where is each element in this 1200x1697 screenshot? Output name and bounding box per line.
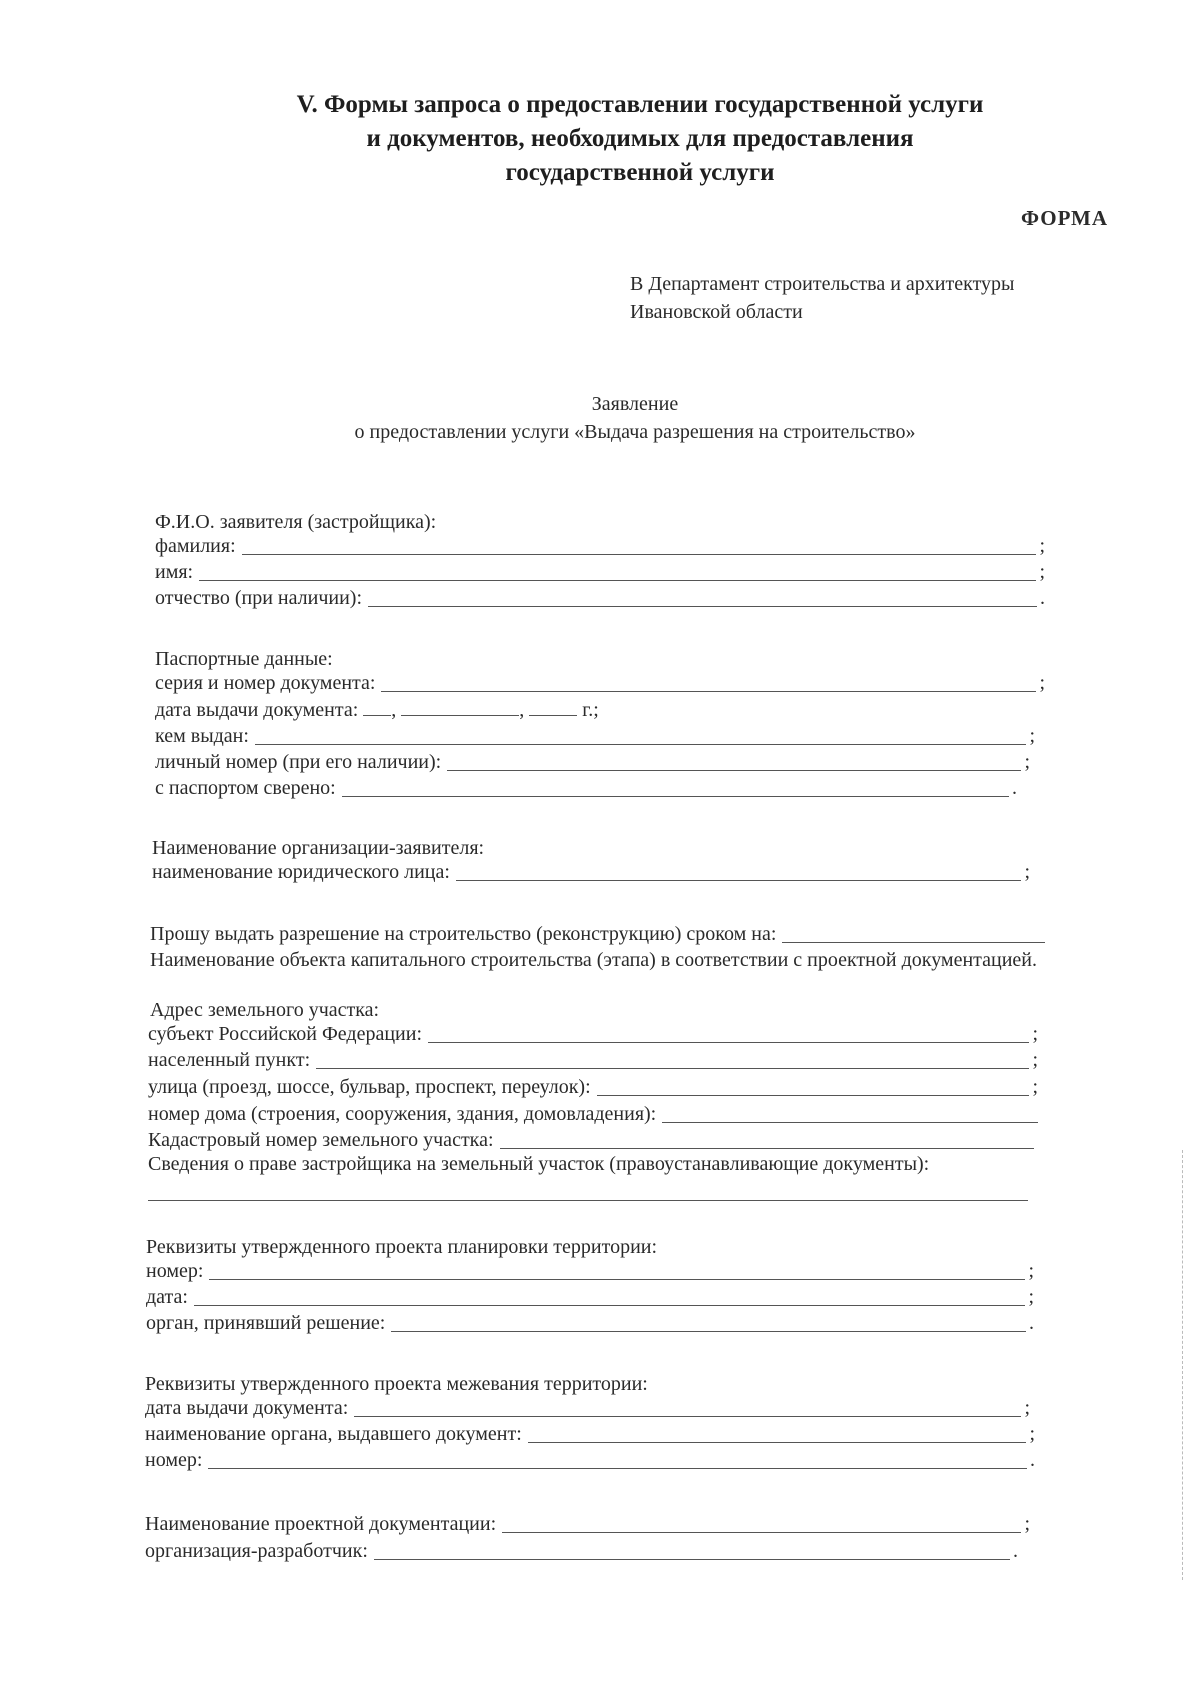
separator: .: [1012, 777, 1017, 799]
name-input-line[interactable]: [199, 562, 1036, 581]
surname-label: фамилия:: [155, 535, 236, 557]
verified-label: с паспортом сверено:: [155, 777, 336, 799]
rights-field[interactable]: [148, 1178, 1028, 1204]
surname-field[interactable]: [155, 532, 1045, 558]
passport-number-label: серия и номер документа:: [155, 672, 376, 694]
survey-date-label: дата выдачи документа:: [145, 1397, 349, 1419]
page-title: [230, 88, 1050, 190]
separator: ,: [519, 699, 525, 721]
survey-authority-field[interactable]: [145, 1420, 1035, 1446]
separator: ;: [1039, 561, 1045, 583]
legal-name-input-line[interactable]: [456, 862, 1022, 881]
house-field[interactable]: [148, 1100, 1038, 1126]
term-input-line[interactable]: [782, 924, 1045, 943]
name-field[interactable]: [155, 558, 1045, 584]
separator: ;: [1024, 861, 1030, 883]
form-label: ФОРМА: [1020, 206, 1108, 230]
passport-date-field[interactable]: [155, 697, 599, 722]
cadastral-input-line[interactable]: [500, 1130, 1034, 1149]
separator: ,: [391, 699, 397, 721]
separator: ;: [1024, 1513, 1030, 1535]
planning-number-input-line[interactable]: [209, 1261, 1025, 1280]
patronymic-label: отчество (при наличии):: [155, 587, 363, 609]
planning-number-field[interactable]: [146, 1257, 1034, 1283]
survey-number-field[interactable]: [145, 1446, 1035, 1472]
personal-number-label: личный номер (при его наличии):: [155, 751, 442, 773]
planning-date-input-line[interactable]: [194, 1287, 1025, 1306]
subject-label: субъект Российской Федерации:: [148, 1023, 423, 1045]
subject-field[interactable]: [148, 1020, 1038, 1046]
statement-heading: [250, 390, 1020, 446]
survey-authority-input-line[interactable]: [528, 1424, 1027, 1443]
patronymic-field[interactable]: [155, 584, 1045, 610]
name-label: имя:: [155, 561, 194, 583]
developer-label: организация-разработчик:: [145, 1540, 368, 1562]
survey-number-label: номер:: [145, 1449, 203, 1471]
house-label: номер дома (строения, сооружения, здания, домовладения):: [148, 1103, 657, 1125]
separator: ;: [1028, 1260, 1034, 1282]
organization-heading: Наименование организации-заявителя:: [152, 837, 485, 859]
title-line-3: государственной услуги: [505, 159, 775, 186]
separator: ;: [1032, 1076, 1038, 1098]
personal-number-input-line[interactable]: [447, 752, 1021, 771]
separator: ;: [1029, 1423, 1035, 1445]
street-label: улица (проезд, шоссе, бульвар, проспект, переулок):: [148, 1076, 591, 1098]
rights-label: Сведения о праве застройщика на земельный участок (правоустанавливающие документы):: [148, 1153, 930, 1175]
developer-field[interactable]: [145, 1537, 1018, 1563]
survey-date-input-line[interactable]: [354, 1398, 1021, 1417]
year-input-line[interactable]: [529, 697, 577, 716]
cadastral-label: Кадастровый номер земельного участка:: [148, 1129, 494, 1151]
planning-date-field[interactable]: [146, 1283, 1034, 1309]
statement-subtitle: о предоставлении услуги «Выдача разрешения на строительство»: [354, 421, 916, 443]
house-input-line[interactable]: [662, 1104, 1038, 1123]
personal-number-field[interactable]: [155, 748, 1030, 774]
planning-number-label: номер:: [146, 1260, 204, 1282]
survey-number-input-line[interactable]: [208, 1450, 1027, 1469]
applicant-heading: Ф.И.О. заявителя (застройщика):: [155, 511, 437, 533]
design-name-label: Наименование проектной документации:: [145, 1513, 497, 1535]
separator: ;: [1024, 751, 1030, 773]
addressee-block: [630, 270, 1014, 326]
land-address-heading: Адрес земельного участка:: [150, 999, 380, 1021]
legal-name-field[interactable]: [152, 858, 1030, 884]
separator: ;: [1039, 672, 1045, 694]
passport-number-input-line[interactable]: [381, 673, 1036, 692]
street-input-line[interactable]: [597, 1077, 1030, 1096]
day-input-line[interactable]: [363, 697, 391, 716]
verified-input-line[interactable]: [342, 778, 1009, 797]
planning-authority-field[interactable]: [146, 1309, 1034, 1335]
survey-date-field[interactable]: [145, 1394, 1030, 1420]
separator: ;: [1032, 1023, 1038, 1045]
cadastral-field[interactable]: [148, 1126, 1034, 1152]
surname-input-line[interactable]: [242, 536, 1037, 555]
year-suffix: г.;: [582, 699, 599, 721]
passport-heading: Паспортные данные:: [155, 648, 333, 670]
scan-edge-mark: [1182, 1150, 1184, 1580]
planning-authority-input-line[interactable]: [391, 1313, 1026, 1332]
statement-title: Заявление: [591, 393, 679, 415]
survey-authority-label: наименование органа, выдавшего документ:: [145, 1423, 522, 1445]
locality-label: населенный пункт:: [148, 1049, 311, 1071]
term-label: Прошу выдать разрешение на строительство (реконструкцию) сроком на:: [150, 923, 777, 945]
rights-input-line[interactable]: [148, 1182, 1028, 1201]
addressee-line-2: Ивановской области: [630, 301, 803, 323]
issued-by-field[interactable]: [155, 722, 1035, 748]
month-input-line[interactable]: [401, 697, 519, 716]
separator: ;: [1028, 1286, 1034, 1308]
design-name-field[interactable]: [145, 1510, 1030, 1536]
separator: .: [1029, 1312, 1034, 1334]
legal-name-label: наименование юридического лица:: [152, 861, 450, 883]
term-field[interactable]: [150, 920, 1045, 946]
design-name-input-line[interactable]: [502, 1514, 1021, 1533]
subject-input-line[interactable]: [428, 1024, 1029, 1043]
separator: ;: [1039, 535, 1045, 557]
object-name-text: Наименование объекта капитального строительства (этапа) в соответствии с проектной документацией.: [150, 949, 1038, 971]
planning-date-label: дата:: [146, 1286, 188, 1308]
separator: ;: [1032, 1049, 1038, 1071]
verified-field[interactable]: [155, 774, 1017, 800]
separator: .: [1030, 1449, 1035, 1471]
addressee-line-1: В Департамент строительства и архитектуры: [630, 273, 1015, 295]
separator: .: [1040, 587, 1045, 609]
passport-date-label: дата выдачи документа:: [155, 699, 359, 721]
survey-heading: Реквизиты утвержденного проекта межевания территории:: [145, 1373, 648, 1395]
patronymic-input-line[interactable]: [368, 588, 1037, 607]
street-field[interactable]: [148, 1073, 1038, 1099]
passport-number-field[interactable]: [155, 669, 1045, 695]
separator: ;: [1024, 1397, 1030, 1419]
issued-by-input-line[interactable]: [255, 726, 1026, 745]
title-line-2: и документов, необходимых для предоставления: [366, 125, 914, 152]
separator: .: [1013, 1540, 1018, 1562]
developer-input-line[interactable]: [374, 1541, 1010, 1560]
issued-by-label: кем выдан:: [155, 725, 249, 747]
planning-authority-label: орган, принявший решение:: [146, 1312, 386, 1334]
title-line-1: V. Формы запроса о предоставлении государственной услуги: [296, 91, 984, 118]
locality-input-line[interactable]: [316, 1050, 1029, 1069]
planning-heading: Реквизиты утвержденного проекта планировки территории:: [146, 1236, 658, 1258]
separator: ;: [1029, 725, 1035, 747]
locality-field[interactable]: [148, 1046, 1038, 1072]
